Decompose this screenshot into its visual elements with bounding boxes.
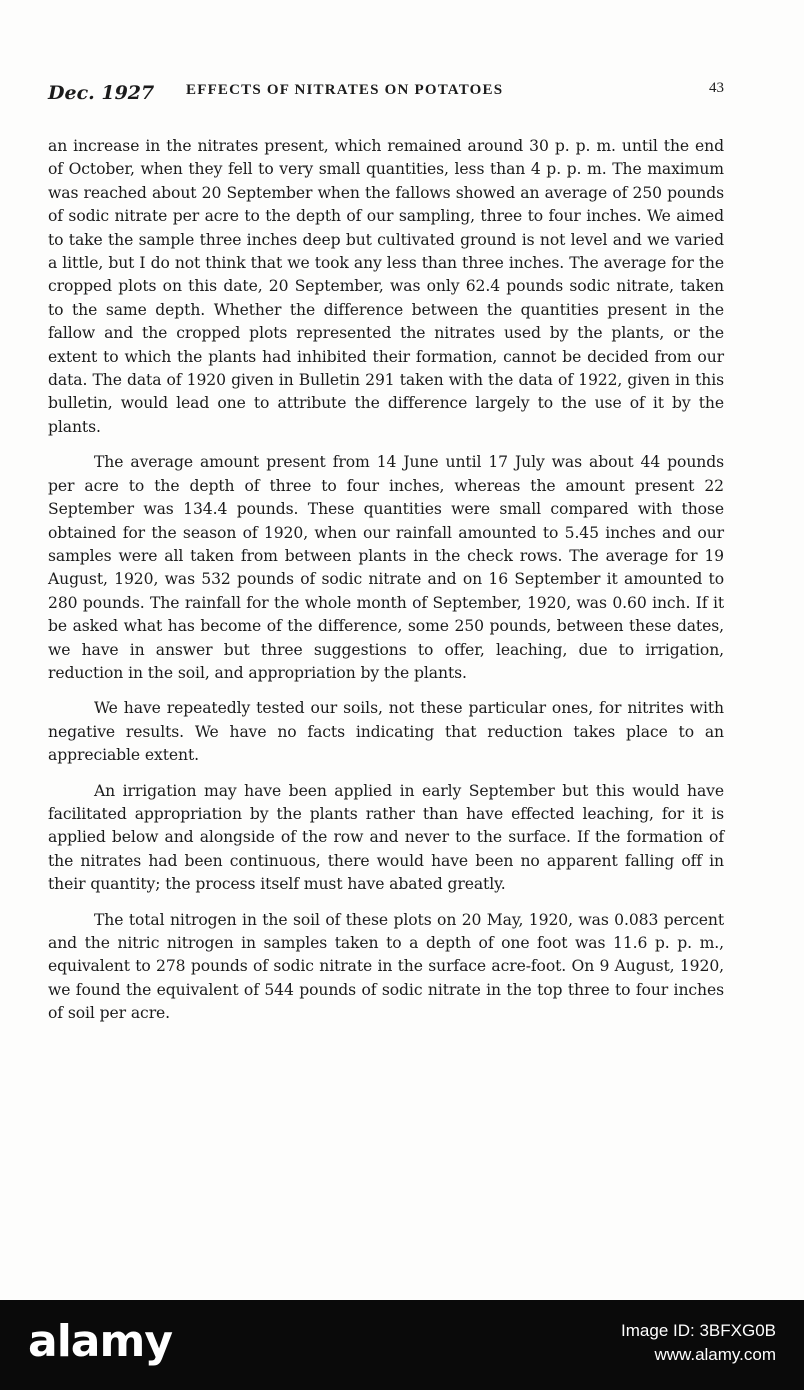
stock-watermark-bar — [0, 1300, 804, 1390]
stock-meta — [621, 1320, 776, 1368]
header-date: Dec. 1927 — [48, 82, 155, 104]
page-number: 43 — [709, 80, 724, 96]
running-head — [48, 78, 724, 108]
paragraph-4: An irrigation may have been applied in early September but this would have facilitated appropriation by the plants rather than have effected leaching, for it is applied below and alongside of the row and never to the surface. If the formation of the nitrates had been continuous, there would have been no apparent falling off in their quantity; the process itself must have abated greatly. — [48, 781, 724, 894]
image-id: Image ID: 3BFXG0B — [621, 1321, 776, 1340]
paragraph-2: The average amount present from 14 June until 17 July was about 44 pounds per acre to the depth of three to four inches, whereas the amount present 22 September was 134.4 pounds. These quantities were small compared with those obtained for the season of 1920, when our rainfall amounted to 5.45 inches and our samples were all taken from between plants in the check rows. The average for 19 August, 1920, was 532 pounds of sodic nitrate and on 16 September it amounted to 280 pounds. The rainfall for the whole month of September, 1920, was 0.60 inch. If it be asked what has become of the difference, some 250 pounds, between these dates, we have in answer but three suggestions to offer, leaching, due to irrigation, reduction in the soil, and appropriation by the plants. — [48, 453, 724, 682]
paragraph-5: The total nitrogen in the soil of these plots on 20 May, 1920, was 0.083 percent and the nitric nitrogen in samples taken to a depth of one foot was 11.6 p. p. m., equivalent to 278 pounds of sodic nitrate in the surface acre-foot. On 9 August, 1920, we found the equivalent of 544 pounds of sodic nitrate in the top three to four inches of soil per acre. — [48, 910, 724, 1023]
paragraph-1: an increase in the nitrates present, which remained around 30 p. p. m. until the end of October, when they fell to very small quantities, less than 4 p. p. m. The maximum was reached about 20 September when the fallows showed an average of 250 pounds of sodic nitrate per acre to the depth of our sampling, three to four inches. We aimed to take the sample three inches deep but cultivated ground is not level and we varied a little, but I do not think that we took any less than three inches. The average for the cropped plots on this date, 20 September, was only 62.4 pounds sodic nitrate, taken to the same depth. Whether the difference between the quantities present in the fallow and the cropped plots represented the nitrates used by the plants, or the extent to which the plants had inhibited their formation, cannot be decided from our data. The data of 1920 given in Bulletin 291 taken with the data of 1922, given in this bulletin, would lead one to attribute the difference largely to the use of it by the plants. — [48, 137, 724, 436]
alamy-logo: alamy — [28, 1316, 172, 1367]
header-title: EFFECTS OF NITRATES ON POTATOES — [186, 82, 504, 98]
stock-url: www.alamy.com — [654, 1345, 776, 1364]
body-text — [48, 135, 724, 1026]
paragraph-3: We have repeatedly tested our soils, not these particular ones, for nitrites with negative results. We have no facts indicating that reduction takes place to an appreciable extent. — [48, 699, 724, 765]
